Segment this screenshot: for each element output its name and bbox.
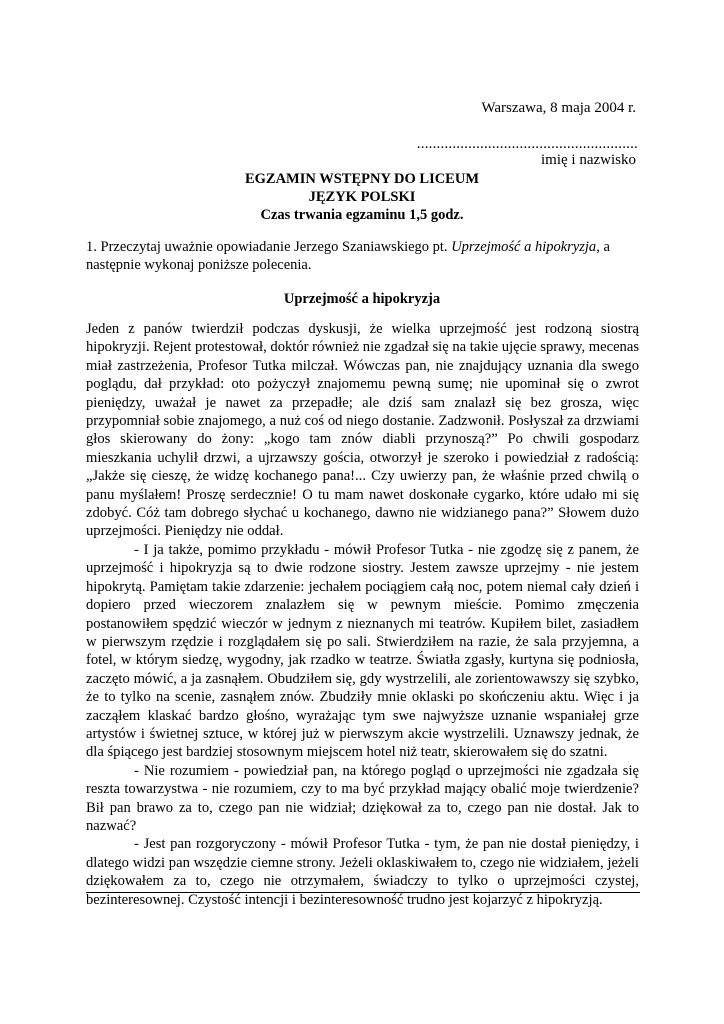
exam-title: EGZAMIN WSTĘPNY DO LICEUM [244, 171, 480, 187]
instruction-text-before: 1. Przeczytaj uważnie opowiadanie Jerzego Szaniawskiego pt. [86, 239, 452, 255]
place-and-date: Warszawa, 8 maja 2004 r. [481, 100, 636, 116]
name-label: imię i nazwisko [541, 152, 636, 168]
exam-subject: JĘZYK POLSKI [308, 189, 416, 205]
instruction-text-after: , a następnie wykonaj poniższe polecenia. [86, 239, 610, 273]
exam-header [0, 170, 724, 224]
exam-duration: Czas trwania egzaminu 1,5 godz. [260, 207, 464, 223]
horizontal-divider [86, 892, 640, 893]
story-text [86, 320, 639, 909]
task-instruction [86, 238, 646, 274]
story-paragraph: - Jest pan rozgoryczony - mówił Profesor Tutka - tym, że pan nie dostał pieniędzy, i dlatego widzi pan wszędzie ciemne strony. Jeżeli oklaskiwałem to, czego nie widziałem, jeżeli dziękowałem za to, czego nie otrzymałem, świadczy to tylko o uprzejmości czystej, bezinteresownej. Czystość intencji i bezinteresowność trudno jest kojarzyć z hipokryzją. [86, 836, 639, 908]
instruction-story-title: Uprzejmość a hipokryzja [451, 239, 597, 255]
story-title: Uprzejmość a hipokryzja [283, 291, 441, 307]
story-paragraph: Jeden z panów twierdził podczas dyskusji, że wielka uprzejmość jest rodzoną siostrą hipokryzji. Rejent protestował, doktór również nie zgadzał się na takie ujęcie sprawy, mecenas miał zastrzeżenia, Profesor Tutka milczał. Wówczas pan, nie znajdujący uznania dla swego poglądu, dał przykład: oto pożyczył znajomemu pewną sumę; nie upominał się o zwrot pieniędzy, uważał je nawet za przepadłe; ale dziś sam znalazł się bez grosza, więc przypomniał sobie znajomego, a nuż coś od niego dostanie. Zadzwonił. Posłyszał za drzwiami głos skierowany do żony: „kogo tam znów diabli przynoszą?” Po chwili gospodarz mieszkania uchylił drzwi, a ujrzawszy gościa, otworzył je szeroko i powiedział z radością: „Jakże się cieszę, że widzę kochanego pana!... Czy uwierzy pan, że właśnie przed chwilą o panu myślałem! Proszę serdecznie! O tu mam nawet doskonałe cygarko, które udało mi się zdobyć. Cóż tam dobrego słychać u kochanego, dawno nie widzianego pana?” Słowem dużo uprzejmości. Pieniędzy nie oddał. [86, 321, 640, 540]
story-paragraph: - I ja także, pomimo przykładu - mówił Profesor Tutka - nie zgodzę się z panem, że uprzejmość i hipokryzja są to dwie rodzone siostry. Jestem zawsze uprzejmy - nie jestem hipokrytą. Pamiętam takie zdarzenie: jechałem pociągiem całą noc, potem niemal cały dzień i dopiero przed wieczorem znalazłem się w pewnym mieście. Pomimo zmęczenia postanowiłem spędzić wieczór w jednym z nieznanych mi teatrów. Kupiłem bilet, zasiadłem w pierwszym rzędzie i rozglądałem się po sali. Stwierdziłem na razie, że sala przyjemna, a fotel, w którym siedzę, wygodny, jak rzadko w teatrze. Światła zgasły, kurtyna się podniosła, zaczęto mówić, a ja zasnąłem. Obudziłem się, gdy wystrzelili, ale zorientowawszy się szybko, że to tylko na scenie, zasnąłem znów. Zbudziły mnie oklaski po skończeniu aktu. Więc i ja zacząłem klaskać bardzo głośno, wyrażając tym swe najwyższe uznanie wspaniałej grze artystów i świetnej sztuce, w której już w pierwszym akcie wystrzelili. Uznawszy jednak, że dla śpiącego jest bardziej stosownym miejscem hotel niż teatr, skierowałem się do szatni. [86, 541, 639, 761]
name-signature-line: ........................................................ [416, 136, 638, 152]
story-paragraph: - Nie rozumiem - powiedział pan, na którego pogląd o uprzejmości nie zgadzała się reszta towarzystwa - nie rozumiem, czy to ma być przykład mający obalić moje twierdzenie? Bił pan brawo za to, czego pan nie widział; dziękował za to, czego pan nie dostał. Jak to nazwać? [86, 762, 639, 834]
